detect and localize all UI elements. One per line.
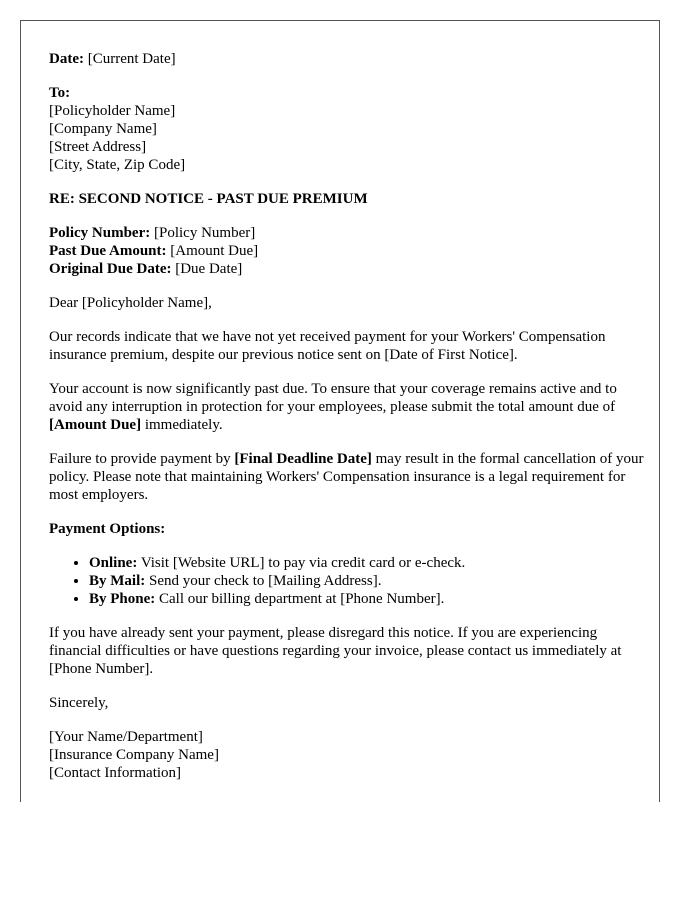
paragraph-cancellation-text: Failure to provide payment by <box>49 451 235 467</box>
past-due-amount-value: [Amount Due] <box>166 243 259 259</box>
recipient-company: [Company Name] <box>49 121 157 137</box>
original-due-date-value: [Due Date] <box>171 261 243 277</box>
policy-details <box>49 224 649 278</box>
paragraph-cancellation-end: may result in the formal cancellation of your policy. Please note that maintaining Workers' Compensation insurance is a legal requirement for most employers. <box>49 451 644 503</box>
paragraph-past-due-end: immediately. <box>141 417 223 433</box>
payment-option-phone-text: Call our billing department at [Phone Number]. <box>155 591 445 607</box>
paragraph-previous-notice: Our records indicate that we have not yet received payment for your Workers' Compensation insurance premium, despite our previous notice sent on [Date of First Notice]. <box>49 329 606 363</box>
payment-options-heading-text: Payment Options: <box>49 521 166 537</box>
payment-option-online <box>89 554 649 572</box>
original-due-date-label: Original Due Date: <box>49 261 172 277</box>
paragraph-past-due-text: Your account is now significantly past due. To ensure that your coverage remains active and to avoid any interruption in protection for your employees, please submit the total amount due of <box>49 381 617 415</box>
subject-line: RE: SECOND NOTICE - PAST DUE PREMIUM <box>49 191 368 207</box>
recipient-street: [Street Address] <box>49 139 147 155</box>
policy-number-line <box>49 224 649 242</box>
payment-option-online-text: Visit [Website URL] to pay via credit card or e-check. <box>137 555 466 571</box>
to-label: To: <box>49 85 71 101</box>
payment-options-list <box>49 554 649 608</box>
past-due-amount-label: Past Due Amount: <box>49 243 167 259</box>
date-label: Date: <box>49 51 84 67</box>
policy-number-label: Policy Number: <box>49 225 151 241</box>
paragraph-past-due <box>49 380 649 434</box>
signature-block <box>49 728 649 782</box>
paragraph-disregard: If you have already sent your payment, please disregard this notice. If you are experiencing financial difficulties or have questions regarding your invoice, please contact us immediately at [Phone Number]. <box>49 625 622 677</box>
closing: Sincerely, <box>49 695 109 711</box>
original-due-date-line <box>49 260 649 278</box>
payment-option-online-label: Online: <box>89 555 138 571</box>
recipient-city: [City, State, Zip Code] <box>49 157 186 173</box>
paragraph-cancellation-warning <box>49 450 649 504</box>
payment-option-mail <box>89 572 649 590</box>
amount-due-emphasis: [Amount Due] <box>49 417 142 433</box>
date-line <box>49 50 649 68</box>
payment-option-phone <box>89 590 649 608</box>
payment-option-mail-label: By Mail: <box>89 573 146 589</box>
payment-options-heading <box>49 520 649 538</box>
recipient-name: [Policyholder Name] <box>49 103 176 119</box>
past-due-amount-line <box>49 242 649 260</box>
payment-option-phone-label: By Phone: <box>89 591 156 607</box>
payment-option-mail-text: Send your check to [Mailing Address]. <box>145 573 382 589</box>
letter-content <box>49 50 649 798</box>
signature-name: [Your Name/Department] <box>49 729 203 745</box>
final-deadline-emphasis: [Final Deadline Date] <box>234 451 372 467</box>
signature-company: [Insurance Company Name] <box>49 747 219 763</box>
policy-number-value: [Policy Number] <box>150 225 256 241</box>
recipient-block <box>49 84 649 174</box>
salutation: Dear [Policyholder Name], <box>49 295 212 311</box>
letter-page <box>20 20 660 802</box>
date-value: [Current Date] <box>83 51 176 67</box>
signature-contact: [Contact Information] <box>49 765 182 781</box>
